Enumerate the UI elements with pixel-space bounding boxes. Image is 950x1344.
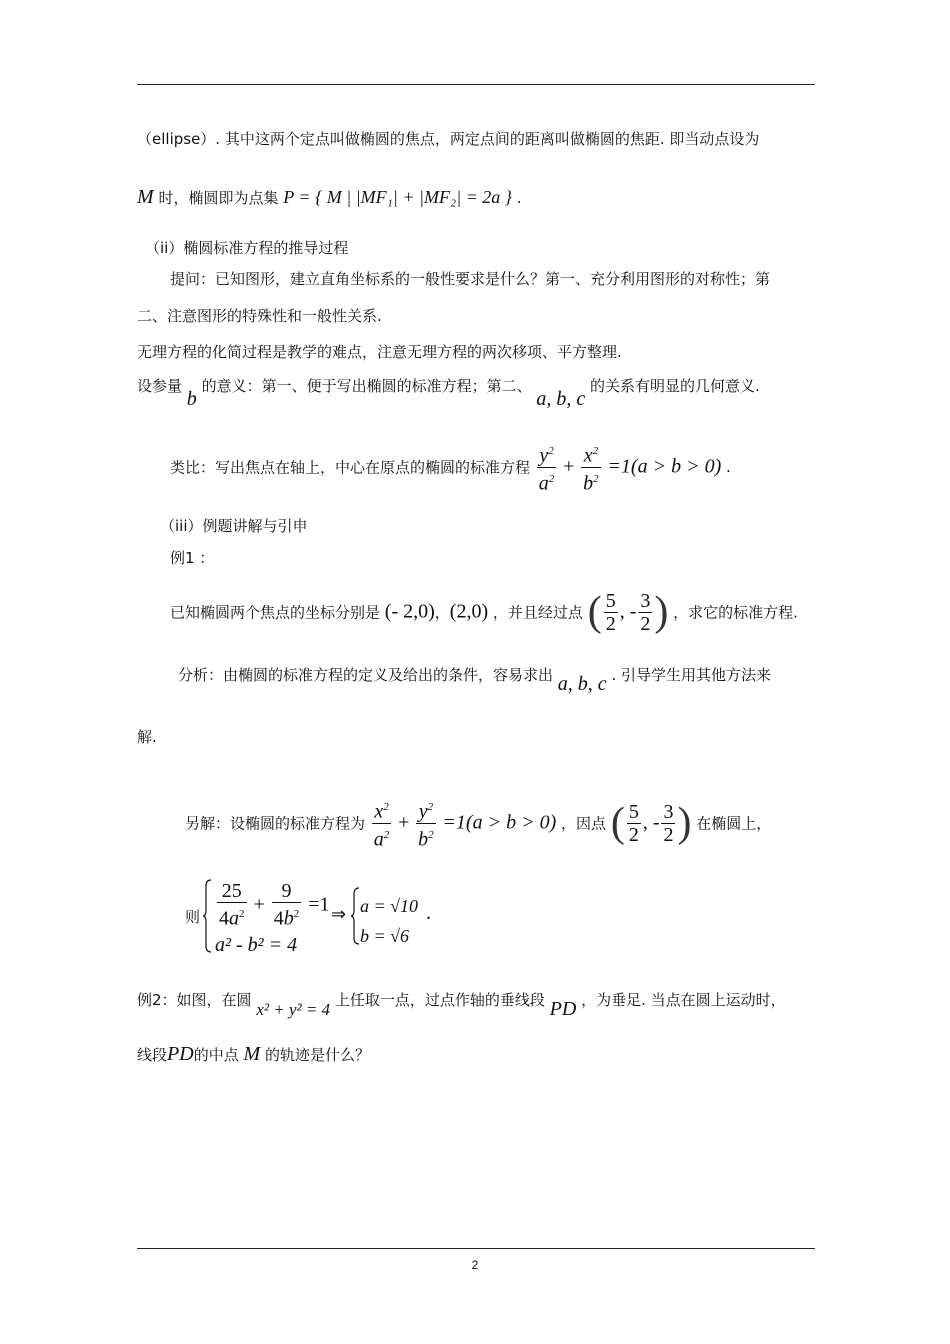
example2-text-d: 线段: [137, 1046, 168, 1064]
example2-text-c: ，为垂足. 当点在圆上运动时，: [581, 991, 786, 1009]
solution-period: .: [426, 902, 431, 924]
alt-text-b: ，因点: [561, 814, 607, 833]
frac-y2-a2: $\frac{y^2}{a^2}$: [537, 440, 557, 494]
then-label: 则: [185, 908, 201, 926]
solution-b: b = √6: [360, 926, 410, 946]
var-b: b: [186, 388, 197, 410]
param-line: [137, 374, 760, 410]
example2-text-e: 的中点: [193, 1046, 239, 1064]
example2-line-2: [137, 1043, 370, 1066]
frac-3-2-b: $\frac{3}{2}$: [663, 800, 674, 846]
example2-text-a: 例2：如图，在圆: [137, 991, 252, 1009]
sys-row1-tail: =1: [308, 893, 330, 916]
segment-pd-2: PD: [167, 1043, 194, 1065]
page-number: 2: [471, 1258, 479, 1272]
param-text-c: 的意义：第一、便于写出椭圆的标准方程；第二、: [201, 377, 532, 395]
frac-3-2: $\frac{3}{2}$: [640, 589, 651, 635]
header-rule: [137, 84, 815, 85]
analysis-line-2: 解.: [137, 728, 157, 746]
param-text-a: 设参量: [137, 377, 183, 395]
paragraph-line-2: [137, 186, 522, 209]
frac-5-2-b: $\frac{5}{2}$: [628, 800, 639, 846]
point-neg2-0: (- 2,0): [384, 600, 435, 623]
analysis-abc: a, b, c: [557, 673, 607, 695]
midpoint-m: M: [243, 1043, 261, 1065]
heading-ii: （ii）椭圆标准方程的推导过程: [145, 239, 349, 257]
alt-text-a: 另解：设椭圆的标准方程为: [185, 814, 366, 833]
example2-line-1: [137, 988, 786, 1020]
example1-text-a: 已知椭圆两个焦点的坐标分别是: [170, 603, 381, 622]
example1-text-c: ，求它的标准方程.: [673, 603, 798, 622]
var-abc: a, b, c: [536, 388, 586, 410]
frac-25-4a2: $\frac{25}{4a^2}$: [219, 880, 245, 930]
frac-x2-b2: $\frac{x^2}{b^2}$: [581, 440, 601, 494]
analogy-line: 类比：写出焦点在轴上，中心在原点的椭圆的标准方程 $\frac{y^2}{a^2}$ + $\frac{x^2}{b^2}$ =1(a > b > 0) .: [170, 440, 731, 494]
segment-pd: PD: [549, 998, 577, 1020]
formula-point-set: P = { M | |MF₁| + |MF₂| = 2a }: [283, 187, 512, 207]
analysis-line: [178, 663, 772, 695]
param-text-d: 的关系有明显的几何意义.: [590, 377, 760, 395]
var-m: M: [137, 186, 154, 208]
frac-x2-a2: $\frac{x^2}{a^2}$: [372, 796, 392, 850]
system-brace: [203, 878, 213, 954]
heading-iii: （iii）例题讲解与引申: [160, 517, 308, 535]
frac-5-2: $\frac{5}{2}$: [605, 589, 616, 635]
solution-a: a = √10: [360, 896, 419, 916]
example1-text-b: ，并且经过点: [492, 603, 583, 622]
analogy-formula-tail: =1(a > b > 0): [607, 455, 722, 478]
implies-arrow: ⇒: [331, 904, 347, 924]
circle-equation: x² + y² = 4: [256, 1000, 331, 1019]
analysis-text-a: 分析：由椭圆的标准方程的定义及给出的条件，容易求出: [178, 666, 554, 684]
paragraph-line-1: （ellipse）. 其中这两个定点叫做椭圆的焦点，两定点间的距离叫做椭圆的焦距. 即当动点设为: [137, 130, 760, 148]
example1-line: 已知椭圆两个焦点的坐标分别是 (- 2,0)，(2,0) ，并且经过点 ( $\frac{5}{2}$ , - $\frac{3}{2}$ ) ，求它的标准方程.: [170, 589, 798, 635]
irrational-line: 无理方程的化简过程是教学的难点，注意无理方程的两次移项、平方整理.: [137, 343, 622, 361]
footer-rule: [137, 1248, 815, 1249]
alt-text-c: 在椭圆上，: [696, 814, 772, 833]
question-line-2: 二、注意图形的特殊性和一般性关系.: [137, 307, 382, 325]
alt-formula-tail: =1(a > b > 0): [442, 811, 557, 834]
point-2-0: (2,0): [449, 600, 489, 623]
frac-9-4b2: $\frac{9}{4b^2}$: [273, 880, 300, 930]
example2-text-f: 的轨迹是什么？: [264, 1046, 370, 1064]
analogy-text: 类比：写出焦点在轴上，中心在原点的椭圆的标准方程: [170, 458, 531, 477]
analysis-text-b: . 引导学生用其他方法来: [611, 666, 772, 684]
question-line-1: 提问：已知图形，建立直角坐标系的一般性要求是什么？第一、充分利用图形的对称性；第: [170, 270, 771, 288]
example1-label: 例1 ：: [170, 549, 215, 567]
text-when: 时，椭圆即为点集: [158, 189, 279, 207]
example2-text-b: 上任取一点，过点作轴的垂线段: [334, 991, 545, 1009]
frac-y2-b2: $\frac{y^2}{b^2}$: [416, 796, 436, 850]
sys-row2: a² - b² = 4: [215, 934, 298, 956]
period: .: [516, 189, 522, 207]
alt-solution-line: 另解：设椭圆的标准方程为 $\frac{x^2}{a^2}$ + $\frac{y^2}{b^2}$ =1(a > b > 0) ，因点 ( $\frac{5}{2}$ , - $\frac{3}{2}$ ) 在椭圆上，: [185, 796, 771, 850]
